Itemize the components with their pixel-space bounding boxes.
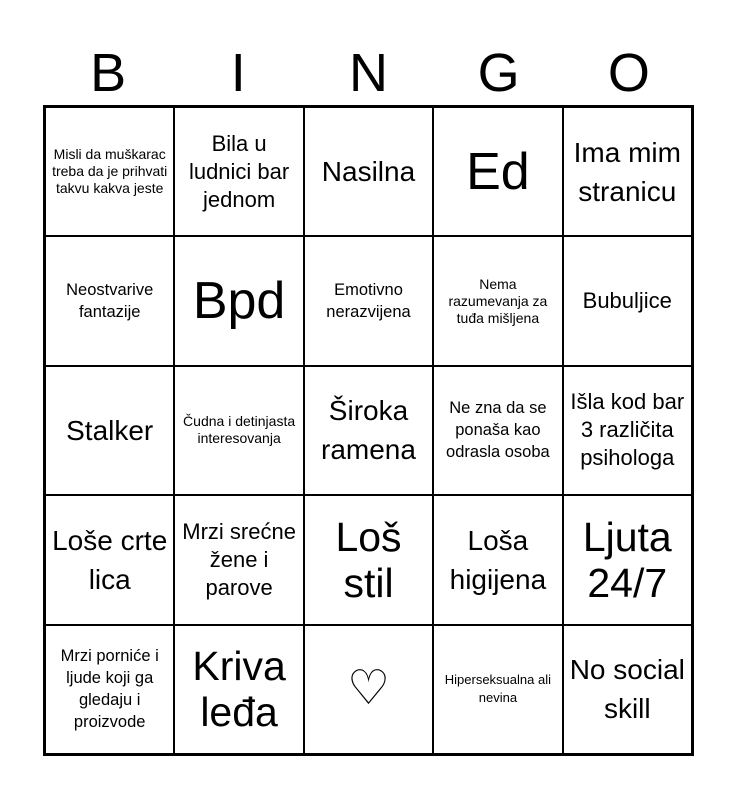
cell-text: Ljuta 24/7 bbox=[582, 513, 672, 606]
bingo-header bbox=[43, 42, 694, 104]
bingo-cell[interactable] bbox=[304, 107, 433, 236]
cell-text: Loše crte lica bbox=[52, 524, 168, 595]
cell-text: Misli da muškarac treba da je prihvati takvu kakva jeste bbox=[52, 146, 168, 197]
cell-text: Neostvarive fantazije bbox=[66, 281, 154, 322]
cell-text: Emotivno nerazvijena bbox=[326, 281, 411, 322]
bingo-cell[interactable] bbox=[433, 236, 562, 365]
cell-text: Mrzi porniće i ljude koji ga gledaju i proizvode bbox=[60, 647, 159, 732]
cell-text: Kriva leđa bbox=[192, 643, 286, 736]
cell-text: Ne zna da se ponaša kao odrasla osoba bbox=[446, 399, 550, 462]
cell-text: Išla kod bar 3 različita psihologa bbox=[570, 389, 685, 471]
cell-text: Loš stil bbox=[335, 513, 402, 606]
bingo-cell[interactable] bbox=[563, 366, 692, 495]
bingo-cell[interactable] bbox=[563, 625, 692, 754]
cell-text: Široka ramena bbox=[321, 395, 416, 466]
bingo-cell[interactable] bbox=[174, 625, 303, 754]
header-letter-b: B bbox=[90, 43, 127, 103]
bingo-cell[interactable] bbox=[45, 236, 174, 365]
bingo-cell[interactable] bbox=[45, 495, 174, 624]
bingo-cell[interactable] bbox=[304, 236, 433, 365]
bingo-cell[interactable] bbox=[304, 366, 433, 495]
cell-text: Mrzi srećne žene i parove bbox=[182, 518, 296, 600]
cell-text: Bila u ludnici bar jednom bbox=[188, 130, 290, 212]
bingo-cell[interactable] bbox=[45, 107, 174, 236]
cell-text: Ima mim stranicu bbox=[573, 136, 681, 207]
header-letter-i: I bbox=[230, 43, 246, 103]
heart-icon: ♡ bbox=[346, 662, 390, 716]
bingo-cell[interactable] bbox=[563, 495, 692, 624]
bingo-cell[interactable] bbox=[563, 236, 692, 365]
bingo-cell[interactable] bbox=[174, 366, 303, 495]
bingo-cell[interactable] bbox=[433, 495, 562, 624]
bingo-board bbox=[43, 105, 694, 756]
cell-text: Nasilna bbox=[321, 156, 416, 188]
bingo-cell[interactable] bbox=[433, 625, 562, 754]
bingo-cell[interactable] bbox=[174, 236, 303, 365]
cell-text: No social skill bbox=[569, 654, 685, 725]
cell-text: Bpd bbox=[192, 272, 286, 331]
bingo-cell[interactable] bbox=[433, 366, 562, 495]
cell-text: Čudna i detinjasta interesovanja bbox=[183, 413, 296, 447]
bingo-cell[interactable] bbox=[45, 366, 174, 495]
free-space-cell[interactable] bbox=[304, 625, 433, 754]
cell-text: Bubuljice bbox=[582, 288, 672, 314]
bingo-cell[interactable] bbox=[174, 495, 303, 624]
cell-text: Stalker bbox=[66, 414, 154, 446]
header-letter-n: N bbox=[348, 43, 388, 103]
bingo-cell[interactable] bbox=[433, 107, 562, 236]
bingo-cell[interactable] bbox=[563, 107, 692, 236]
bingo-cell[interactable] bbox=[304, 495, 433, 624]
bingo-cell[interactable] bbox=[174, 107, 303, 236]
header-letter-g: G bbox=[477, 43, 520, 103]
cell-text: Loša higijena bbox=[449, 524, 547, 595]
cell-text: Hiperseksualna ali nevina bbox=[444, 672, 551, 706]
cell-text: Ed bbox=[466, 142, 530, 201]
cell-text: Nema razumevanja za tuđa mišljena bbox=[448, 275, 548, 326]
bingo-cell[interactable] bbox=[45, 625, 174, 754]
header-letter-o: O bbox=[607, 43, 650, 103]
